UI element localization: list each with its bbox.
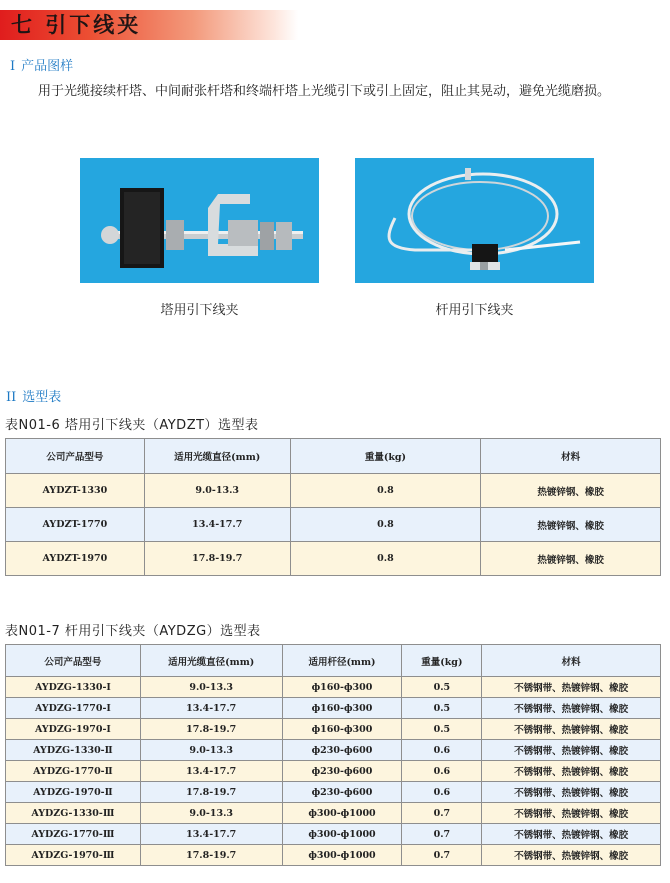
pole-diameter-cell: ф300-ф1000 bbox=[282, 803, 402, 824]
weight-cell: 0.8 bbox=[290, 474, 481, 508]
pole-clamp-selection-table bbox=[5, 644, 661, 866]
weight-cell: 0.5 bbox=[402, 698, 482, 719]
model-cell: AYDZG-1770-Ⅲ bbox=[6, 824, 141, 845]
model-cell: AYDZG-1970-Ⅲ bbox=[6, 845, 141, 866]
column-header: 材料 bbox=[482, 645, 661, 677]
material-cell: 不锈钢带、热镀锌钢、橡胶 bbox=[482, 719, 661, 740]
heading-marker: I bbox=[10, 59, 16, 74]
diameter-cell: 13.4-17.7 bbox=[140, 698, 282, 719]
pole-diameter-cell: ф160-ф300 bbox=[282, 719, 402, 740]
table-row bbox=[6, 845, 661, 866]
pole-diameter-cell: ф160-ф300 bbox=[282, 677, 402, 698]
model-cell: AYDZG-1770-Ⅱ bbox=[6, 761, 141, 782]
diameter-cell: 9.0-13.3 bbox=[140, 740, 282, 761]
table-row bbox=[6, 719, 661, 740]
material-cell: 不锈钢带、热镀锌钢、橡胶 bbox=[482, 845, 661, 866]
diameter-cell: 17.8-19.7 bbox=[140, 782, 282, 803]
table-row bbox=[6, 698, 661, 719]
weight-cell: 0.6 bbox=[402, 740, 482, 761]
diameter-cell: 13.4-17.7 bbox=[140, 761, 282, 782]
weight-cell: 0.8 bbox=[290, 542, 481, 576]
column-header: 重量(kg) bbox=[290, 439, 481, 474]
material-cell: 不锈钢带、热镀锌钢、橡胶 bbox=[482, 698, 661, 719]
column-header: 适用光缆直径(mm) bbox=[144, 439, 290, 474]
table-header-row bbox=[6, 645, 661, 677]
pole-diameter-cell: ф230-ф600 bbox=[282, 782, 402, 803]
model-cell: AYDZT-1970 bbox=[6, 542, 145, 576]
table-row bbox=[6, 740, 661, 761]
table-row bbox=[6, 761, 661, 782]
table-row bbox=[6, 542, 661, 576]
column-header: 公司产品型号 bbox=[6, 439, 145, 474]
model-cell: AYDZG-1330-Ⅱ bbox=[6, 740, 141, 761]
table1-title: 表N01-6 塔用引下线夹（AYDZT）选型表 bbox=[5, 418, 259, 433]
model-cell: AYDZG-1970-Ⅰ bbox=[6, 719, 141, 740]
diameter-cell: 17.8-19.7 bbox=[140, 719, 282, 740]
material-cell: 不锈钢带、热镀锌钢、橡胶 bbox=[482, 761, 661, 782]
weight-cell: 0.6 bbox=[402, 782, 482, 803]
diameter-cell: 13.4-17.7 bbox=[144, 508, 290, 542]
material-cell: 热镀锌钢、橡胶 bbox=[481, 542, 661, 576]
pole-clamp-caption: 杆用引下线夹 bbox=[435, 303, 514, 318]
material-cell: 不锈钢带、热镀锌钢、橡胶 bbox=[482, 824, 661, 845]
column-header: 适用光缆直径(mm) bbox=[140, 645, 282, 677]
tower-clamp-photo bbox=[80, 158, 319, 283]
table-row bbox=[6, 677, 661, 698]
weight-cell: 0.6 bbox=[402, 761, 482, 782]
model-cell: AYDZT-1330 bbox=[6, 474, 145, 508]
section-title: 七 引下线夹 bbox=[11, 13, 142, 37]
material-cell: 热镀锌钢、橡胶 bbox=[481, 474, 661, 508]
column-header: 材料 bbox=[481, 439, 661, 474]
material-cell: 不锈钢带、热镀锌钢、橡胶 bbox=[482, 782, 661, 803]
material-cell: 热镀锌钢、橡胶 bbox=[481, 508, 661, 542]
diameter-cell: 9.0-13.3 bbox=[140, 677, 282, 698]
pole-diameter-cell: ф300-ф1000 bbox=[282, 824, 402, 845]
column-header: 公司产品型号 bbox=[6, 645, 141, 677]
pole-diameter-cell: ф300-ф1000 bbox=[282, 845, 402, 866]
diameter-cell: 17.8-19.7 bbox=[144, 542, 290, 576]
pole-diameter-cell: ф230-ф600 bbox=[282, 761, 402, 782]
table-row bbox=[6, 824, 661, 845]
product-description: 用于光缆接续杆塔、中间耐张杆塔和终端杆塔上光缆引下或引上固定，阻止其晃动，避免光缆磨损。 bbox=[38, 84, 611, 99]
column-header: 适用杆径(mm) bbox=[282, 645, 402, 677]
table-row bbox=[6, 782, 661, 803]
heading-marker: II bbox=[6, 390, 17, 405]
diameter-cell: 13.4-17.7 bbox=[140, 824, 282, 845]
model-cell: AYDZG-1330-Ⅲ bbox=[6, 803, 141, 824]
diameter-cell: 17.8-19.7 bbox=[140, 845, 282, 866]
tower-clamp-selection-table bbox=[5, 438, 661, 576]
weight-cell: 0.7 bbox=[402, 803, 482, 824]
weight-cell: 0.7 bbox=[402, 845, 482, 866]
table-row bbox=[6, 803, 661, 824]
material-cell: 不锈钢带、热镀锌钢、橡胶 bbox=[482, 740, 661, 761]
tower-clamp-caption: 塔用引下线夹 bbox=[160, 303, 239, 318]
heading-text: 选型表 bbox=[22, 390, 62, 405]
product-images-heading bbox=[10, 59, 73, 75]
material-cell: 不锈钢带、热镀锌钢、橡胶 bbox=[482, 677, 661, 698]
model-cell: AYDZG-1770-Ⅰ bbox=[6, 698, 141, 719]
selection-heading bbox=[6, 390, 61, 406]
weight-cell: 0.8 bbox=[290, 508, 481, 542]
model-cell: AYDZG-1970-Ⅱ bbox=[6, 782, 141, 803]
model-cell: AYDZG-1330-Ⅰ bbox=[6, 677, 141, 698]
weight-cell: 0.5 bbox=[402, 719, 482, 740]
pole-clamp-photo bbox=[355, 158, 594, 283]
diameter-cell: 9.0-13.3 bbox=[144, 474, 290, 508]
table-header-row bbox=[6, 439, 661, 474]
heading-text: 产品图样 bbox=[21, 59, 74, 74]
table2-title: 表N01-7 杆用引下线夹（AYDZG）选型表 bbox=[5, 624, 261, 639]
material-cell: 不锈钢带、热镀锌钢、橡胶 bbox=[482, 803, 661, 824]
section-banner bbox=[0, 10, 298, 40]
pole-diameter-cell: ф160-ф300 bbox=[282, 698, 402, 719]
diameter-cell: 9.0-13.3 bbox=[140, 803, 282, 824]
weight-cell: 0.7 bbox=[402, 824, 482, 845]
table-row bbox=[6, 474, 661, 508]
table-row bbox=[6, 508, 661, 542]
pole-diameter-cell: ф230-ф600 bbox=[282, 740, 402, 761]
column-header: 重量(kg) bbox=[402, 645, 482, 677]
weight-cell: 0.5 bbox=[402, 677, 482, 698]
model-cell: AYDZT-1770 bbox=[6, 508, 145, 542]
